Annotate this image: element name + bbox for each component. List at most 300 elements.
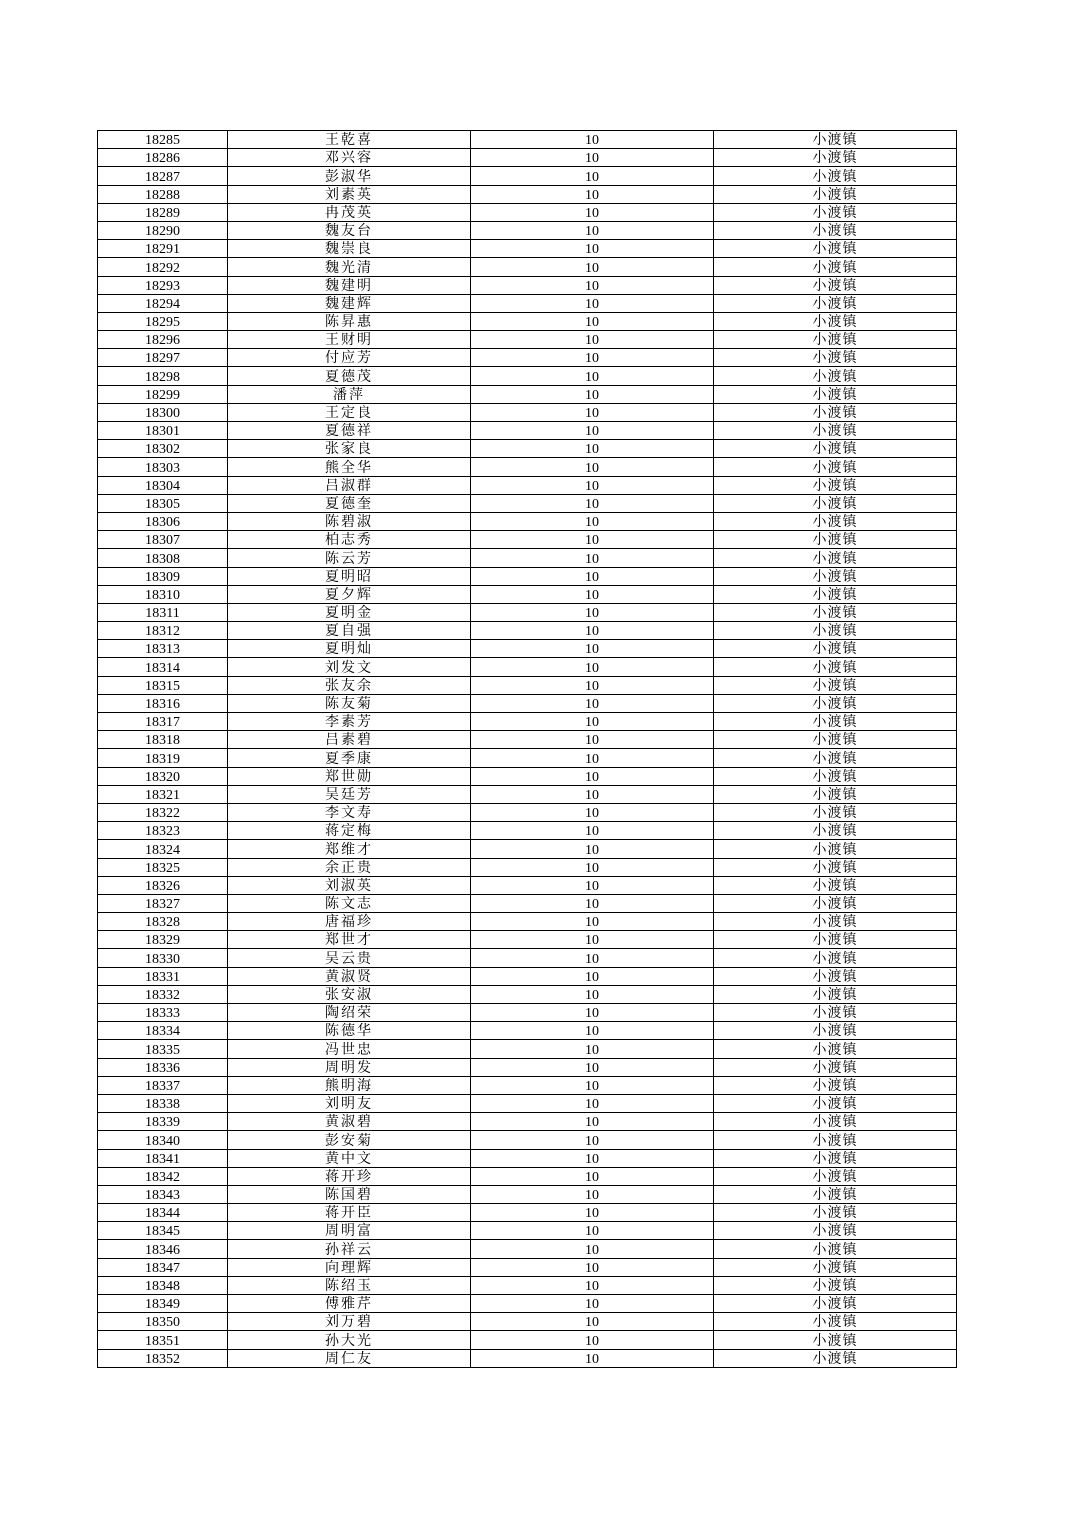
cell-name: 刘明友 xyxy=(228,1094,471,1112)
cell-town: 小渡镇 xyxy=(714,185,957,203)
cell-town: 小渡镇 xyxy=(714,1204,957,1222)
cell-amount: 10 xyxy=(471,894,714,912)
cell-id: 18286 xyxy=(98,149,228,167)
table-row xyxy=(98,1240,957,1258)
cell-town: 小渡镇 xyxy=(714,458,957,476)
cell-name: 吴云贵 xyxy=(228,949,471,967)
cell-id: 18287 xyxy=(98,167,228,185)
cell-town: 小渡镇 xyxy=(714,1185,957,1203)
cell-amount: 10 xyxy=(471,913,714,931)
cell-town: 小渡镇 xyxy=(714,1167,957,1185)
cell-town: 小渡镇 xyxy=(714,658,957,676)
cell-town: 小渡镇 xyxy=(714,276,957,294)
cell-name: 陶绍荣 xyxy=(228,1004,471,1022)
cell-town: 小渡镇 xyxy=(714,676,957,694)
table-row xyxy=(98,658,957,676)
cell-town: 小渡镇 xyxy=(714,240,957,258)
cell-amount: 10 xyxy=(471,1149,714,1167)
cell-amount: 10 xyxy=(471,1331,714,1349)
table-row xyxy=(98,1295,957,1313)
cell-name: 郑世才 xyxy=(228,931,471,949)
data-table xyxy=(97,130,957,1368)
table-row xyxy=(98,258,957,276)
cell-name: 熊全华 xyxy=(228,458,471,476)
cell-amount: 10 xyxy=(471,276,714,294)
cell-town: 小渡镇 xyxy=(714,567,957,585)
table-row xyxy=(98,967,957,985)
cell-town: 小渡镇 xyxy=(714,785,957,803)
cell-amount: 10 xyxy=(471,731,714,749)
cell-id: 18289 xyxy=(98,203,228,221)
cell-name: 周仁友 xyxy=(228,1349,471,1367)
cell-town: 小渡镇 xyxy=(714,149,957,167)
cell-town: 小渡镇 xyxy=(714,803,957,821)
table-row xyxy=(98,494,957,512)
cell-id: 18291 xyxy=(98,240,228,258)
cell-town: 小渡镇 xyxy=(714,203,957,221)
table-row xyxy=(98,1149,957,1167)
cell-name: 黄淑碧 xyxy=(228,1113,471,1131)
cell-id: 18309 xyxy=(98,567,228,585)
cell-id: 18298 xyxy=(98,367,228,385)
cell-town: 小渡镇 xyxy=(714,385,957,403)
cell-id: 18325 xyxy=(98,858,228,876)
cell-amount: 10 xyxy=(471,440,714,458)
cell-name: 唐福珍 xyxy=(228,913,471,931)
cell-amount: 10 xyxy=(471,803,714,821)
table-row xyxy=(98,312,957,330)
cell-amount: 10 xyxy=(471,221,714,239)
cell-name: 刘淑英 xyxy=(228,876,471,894)
cell-town: 小渡镇 xyxy=(714,531,957,549)
table-row xyxy=(98,403,957,421)
table-row xyxy=(98,422,957,440)
cell-name: 夏德茂 xyxy=(228,367,471,385)
cell-id: 18308 xyxy=(98,549,228,567)
cell-amount: 10 xyxy=(471,1185,714,1203)
cell-id: 18346 xyxy=(98,1240,228,1258)
cell-name: 付应芳 xyxy=(228,349,471,367)
table-row xyxy=(98,985,957,1003)
cell-name: 夏季康 xyxy=(228,749,471,767)
cell-id: 18351 xyxy=(98,1331,228,1349)
table-row xyxy=(98,1331,957,1349)
cell-amount: 10 xyxy=(471,822,714,840)
cell-id: 18350 xyxy=(98,1313,228,1331)
table-row xyxy=(98,1004,957,1022)
cell-id: 18301 xyxy=(98,422,228,440)
table-row xyxy=(98,1131,957,1149)
table-row xyxy=(98,803,957,821)
cell-town: 小渡镇 xyxy=(714,876,957,894)
cell-name: 蒋开臣 xyxy=(228,1204,471,1222)
table-row xyxy=(98,603,957,621)
cell-name: 余正贵 xyxy=(228,858,471,876)
cell-name: 陈友菊 xyxy=(228,694,471,712)
cell-amount: 10 xyxy=(471,767,714,785)
cell-town: 小渡镇 xyxy=(714,585,957,603)
cell-amount: 10 xyxy=(471,1113,714,1131)
cell-amount: 10 xyxy=(471,549,714,567)
table-row xyxy=(98,713,957,731)
cell-id: 18349 xyxy=(98,1295,228,1313)
table-row xyxy=(98,531,957,549)
cell-id: 18338 xyxy=(98,1094,228,1112)
table-row xyxy=(98,1113,957,1131)
cell-amount: 10 xyxy=(471,585,714,603)
table-row xyxy=(98,1204,957,1222)
cell-amount: 10 xyxy=(471,1258,714,1276)
table-row xyxy=(98,1167,957,1185)
cell-name: 邓兴容 xyxy=(228,149,471,167)
table-row xyxy=(98,367,957,385)
cell-town: 小渡镇 xyxy=(714,1022,957,1040)
cell-id: 18299 xyxy=(98,385,228,403)
cell-town: 小渡镇 xyxy=(714,1313,957,1331)
cell-name: 魏建辉 xyxy=(228,294,471,312)
table-row xyxy=(98,876,957,894)
cell-amount: 10 xyxy=(471,694,714,712)
cell-id: 18288 xyxy=(98,185,228,203)
table-row xyxy=(98,694,957,712)
cell-name: 陈绍玉 xyxy=(228,1276,471,1294)
cell-town: 小渡镇 xyxy=(714,549,957,567)
cell-town: 小渡镇 xyxy=(714,1331,957,1349)
cell-town: 小渡镇 xyxy=(714,422,957,440)
cell-town: 小渡镇 xyxy=(714,694,957,712)
cell-town: 小渡镇 xyxy=(714,167,957,185)
cell-name: 周明富 xyxy=(228,1222,471,1240)
table-row xyxy=(98,440,957,458)
cell-amount: 10 xyxy=(471,640,714,658)
cell-name: 魏友台 xyxy=(228,221,471,239)
table-row xyxy=(98,913,957,931)
cell-amount: 10 xyxy=(471,622,714,640)
table-row xyxy=(98,1222,957,1240)
cell-name: 王定良 xyxy=(228,403,471,421)
cell-amount: 10 xyxy=(471,676,714,694)
cell-id: 18311 xyxy=(98,603,228,621)
cell-name: 夏德奎 xyxy=(228,494,471,512)
table-row xyxy=(98,185,957,203)
cell-amount: 10 xyxy=(471,1240,714,1258)
cell-name: 陈碧淑 xyxy=(228,512,471,530)
cell-name: 王财明 xyxy=(228,331,471,349)
table-row xyxy=(98,1040,957,1058)
cell-id: 18332 xyxy=(98,985,228,1003)
table-row xyxy=(98,1185,957,1203)
cell-amount: 10 xyxy=(471,967,714,985)
cell-town: 小渡镇 xyxy=(714,440,957,458)
table-row xyxy=(98,567,957,585)
cell-amount: 10 xyxy=(471,658,714,676)
cell-amount: 10 xyxy=(471,349,714,367)
cell-town: 小渡镇 xyxy=(714,1004,957,1022)
cell-name: 张友余 xyxy=(228,676,471,694)
cell-town: 小渡镇 xyxy=(714,476,957,494)
cell-name: 陈国碧 xyxy=(228,1185,471,1203)
cell-name: 熊明海 xyxy=(228,1076,471,1094)
cell-town: 小渡镇 xyxy=(714,1222,957,1240)
table-row xyxy=(98,203,957,221)
table-row xyxy=(98,640,957,658)
table-row xyxy=(98,1094,957,1112)
cell-town: 小渡镇 xyxy=(714,913,957,931)
cell-id: 18295 xyxy=(98,312,228,330)
cell-amount: 10 xyxy=(471,458,714,476)
cell-id: 18293 xyxy=(98,276,228,294)
cell-town: 小渡镇 xyxy=(714,1258,957,1276)
cell-amount: 10 xyxy=(471,1094,714,1112)
table-row xyxy=(98,822,957,840)
cell-amount: 10 xyxy=(471,1204,714,1222)
cell-amount: 10 xyxy=(471,131,714,149)
cell-amount: 10 xyxy=(471,476,714,494)
cell-town: 小渡镇 xyxy=(714,1113,957,1131)
cell-amount: 10 xyxy=(471,258,714,276)
cell-amount: 10 xyxy=(471,422,714,440)
cell-id: 18341 xyxy=(98,1149,228,1167)
cell-id: 18340 xyxy=(98,1131,228,1149)
cell-id: 18324 xyxy=(98,840,228,858)
cell-name: 夏明灿 xyxy=(228,640,471,658)
cell-amount: 10 xyxy=(471,876,714,894)
cell-id: 18310 xyxy=(98,585,228,603)
cell-id: 18339 xyxy=(98,1113,228,1131)
cell-town: 小渡镇 xyxy=(714,713,957,731)
cell-amount: 10 xyxy=(471,1349,714,1367)
cell-amount: 10 xyxy=(471,185,714,203)
cell-name: 蒋开珍 xyxy=(228,1167,471,1185)
table-row xyxy=(98,458,957,476)
cell-name: 郑维才 xyxy=(228,840,471,858)
cell-id: 18323 xyxy=(98,822,228,840)
cell-id: 18315 xyxy=(98,676,228,694)
cell-id: 18306 xyxy=(98,512,228,530)
cell-id: 18331 xyxy=(98,967,228,985)
table-row xyxy=(98,1349,957,1367)
cell-town: 小渡镇 xyxy=(714,767,957,785)
cell-name: 吕淑群 xyxy=(228,476,471,494)
cell-amount: 10 xyxy=(471,203,714,221)
table-row xyxy=(98,622,957,640)
cell-amount: 10 xyxy=(471,385,714,403)
table-row xyxy=(98,476,957,494)
cell-amount: 10 xyxy=(471,1004,714,1022)
table-row xyxy=(98,1058,957,1076)
cell-name: 蒋定梅 xyxy=(228,822,471,840)
table-row xyxy=(98,349,957,367)
cell-id: 18296 xyxy=(98,331,228,349)
cell-amount: 10 xyxy=(471,1022,714,1040)
table-row xyxy=(98,894,957,912)
cell-name: 陈昇惠 xyxy=(228,312,471,330)
table-row xyxy=(98,840,957,858)
cell-amount: 10 xyxy=(471,858,714,876)
cell-id: 18305 xyxy=(98,494,228,512)
cell-name: 王乾喜 xyxy=(228,131,471,149)
cell-town: 小渡镇 xyxy=(714,312,957,330)
table-row xyxy=(98,149,957,167)
cell-amount: 10 xyxy=(471,1058,714,1076)
table-row xyxy=(98,549,957,567)
cell-town: 小渡镇 xyxy=(714,494,957,512)
cell-town: 小渡镇 xyxy=(714,1295,957,1313)
cell-name: 吴廷芳 xyxy=(228,785,471,803)
cell-town: 小渡镇 xyxy=(714,1094,957,1112)
cell-name: 魏建明 xyxy=(228,276,471,294)
cell-id: 18321 xyxy=(98,785,228,803)
table-row xyxy=(98,731,957,749)
table-row xyxy=(98,167,957,185)
cell-id: 18313 xyxy=(98,640,228,658)
cell-id: 18294 xyxy=(98,294,228,312)
cell-town: 小渡镇 xyxy=(714,294,957,312)
cell-town: 小渡镇 xyxy=(714,967,957,985)
cell-amount: 10 xyxy=(471,403,714,421)
cell-id: 18307 xyxy=(98,531,228,549)
cell-id: 18316 xyxy=(98,694,228,712)
cell-town: 小渡镇 xyxy=(714,985,957,1003)
cell-name: 向理辉 xyxy=(228,1258,471,1276)
cell-amount: 10 xyxy=(471,1167,714,1185)
cell-name: 张安淑 xyxy=(228,985,471,1003)
table-row xyxy=(98,767,957,785)
cell-town: 小渡镇 xyxy=(714,603,957,621)
cell-id: 18328 xyxy=(98,913,228,931)
table-row xyxy=(98,1276,957,1294)
cell-name: 张家良 xyxy=(228,440,471,458)
cell-id: 18302 xyxy=(98,440,228,458)
cell-name: 陈文志 xyxy=(228,894,471,912)
cell-id: 18292 xyxy=(98,258,228,276)
cell-amount: 10 xyxy=(471,240,714,258)
table-body xyxy=(98,131,957,1368)
cell-town: 小渡镇 xyxy=(714,1349,957,1367)
cell-name: 夏德祥 xyxy=(228,422,471,440)
cell-amount: 10 xyxy=(471,331,714,349)
table-row xyxy=(98,294,957,312)
cell-name: 刘发文 xyxy=(228,658,471,676)
cell-amount: 10 xyxy=(471,985,714,1003)
cell-id: 18322 xyxy=(98,803,228,821)
cell-amount: 10 xyxy=(471,1276,714,1294)
cell-town: 小渡镇 xyxy=(714,949,957,967)
table-row xyxy=(98,949,957,967)
cell-id: 18336 xyxy=(98,1058,228,1076)
cell-name: 黄中文 xyxy=(228,1149,471,1167)
cell-town: 小渡镇 xyxy=(714,131,957,149)
cell-id: 18348 xyxy=(98,1276,228,1294)
cell-amount: 10 xyxy=(471,949,714,967)
cell-amount: 10 xyxy=(471,931,714,949)
cell-amount: 10 xyxy=(471,1131,714,1149)
cell-town: 小渡镇 xyxy=(714,749,957,767)
cell-amount: 10 xyxy=(471,1076,714,1094)
cell-amount: 10 xyxy=(471,531,714,549)
cell-name: 冉茂英 xyxy=(228,203,471,221)
cell-town: 小渡镇 xyxy=(714,858,957,876)
cell-id: 18319 xyxy=(98,749,228,767)
cell-town: 小渡镇 xyxy=(714,367,957,385)
cell-name: 彭安菊 xyxy=(228,1131,471,1149)
cell-town: 小渡镇 xyxy=(714,731,957,749)
cell-town: 小渡镇 xyxy=(714,403,957,421)
cell-id: 18303 xyxy=(98,458,228,476)
cell-id: 18327 xyxy=(98,894,228,912)
cell-town: 小渡镇 xyxy=(714,1149,957,1167)
cell-amount: 10 xyxy=(471,840,714,858)
table-row xyxy=(98,749,957,767)
table-row xyxy=(98,858,957,876)
cell-name: 冯世忠 xyxy=(228,1040,471,1058)
cell-amount: 10 xyxy=(471,149,714,167)
table-row xyxy=(98,240,957,258)
cell-id: 18318 xyxy=(98,731,228,749)
cell-name: 郑世勋 xyxy=(228,767,471,785)
cell-amount: 10 xyxy=(471,603,714,621)
cell-name: 潘萍 xyxy=(228,385,471,403)
cell-town: 小渡镇 xyxy=(714,1076,957,1094)
cell-id: 18329 xyxy=(98,931,228,949)
table-row xyxy=(98,931,957,949)
cell-name: 柏志秀 xyxy=(228,531,471,549)
cell-town: 小渡镇 xyxy=(714,822,957,840)
table-row xyxy=(98,1076,957,1094)
cell-id: 18333 xyxy=(98,1004,228,1022)
cell-town: 小渡镇 xyxy=(714,640,957,658)
cell-amount: 10 xyxy=(471,367,714,385)
cell-id: 18300 xyxy=(98,403,228,421)
table-row xyxy=(98,676,957,694)
table-row xyxy=(98,1022,957,1040)
cell-amount: 10 xyxy=(471,1313,714,1331)
cell-amount: 10 xyxy=(471,713,714,731)
cell-id: 18343 xyxy=(98,1185,228,1203)
cell-amount: 10 xyxy=(471,785,714,803)
table-row xyxy=(98,221,957,239)
cell-town: 小渡镇 xyxy=(714,221,957,239)
cell-town: 小渡镇 xyxy=(714,1276,957,1294)
cell-town: 小渡镇 xyxy=(714,258,957,276)
cell-town: 小渡镇 xyxy=(714,1131,957,1149)
cell-name: 李文寿 xyxy=(228,803,471,821)
cell-town: 小渡镇 xyxy=(714,1040,957,1058)
cell-name: 刘万碧 xyxy=(228,1313,471,1331)
cell-name: 彭淑华 xyxy=(228,167,471,185)
cell-amount: 10 xyxy=(471,1222,714,1240)
cell-town: 小渡镇 xyxy=(714,1240,957,1258)
cell-id: 18320 xyxy=(98,767,228,785)
cell-id: 18344 xyxy=(98,1204,228,1222)
cell-amount: 10 xyxy=(471,1295,714,1313)
cell-name: 傅雅芹 xyxy=(228,1295,471,1313)
table-row xyxy=(98,385,957,403)
table-row xyxy=(98,131,957,149)
cell-id: 18330 xyxy=(98,949,228,967)
cell-name: 黄淑贤 xyxy=(228,967,471,985)
cell-id: 18314 xyxy=(98,658,228,676)
table-row xyxy=(98,512,957,530)
cell-town: 小渡镇 xyxy=(714,840,957,858)
table-row xyxy=(98,1258,957,1276)
cell-name: 夏夕辉 xyxy=(228,585,471,603)
cell-id: 18297 xyxy=(98,349,228,367)
cell-amount: 10 xyxy=(471,567,714,585)
table-row xyxy=(98,276,957,294)
cell-amount: 10 xyxy=(471,1040,714,1058)
cell-amount: 10 xyxy=(471,749,714,767)
